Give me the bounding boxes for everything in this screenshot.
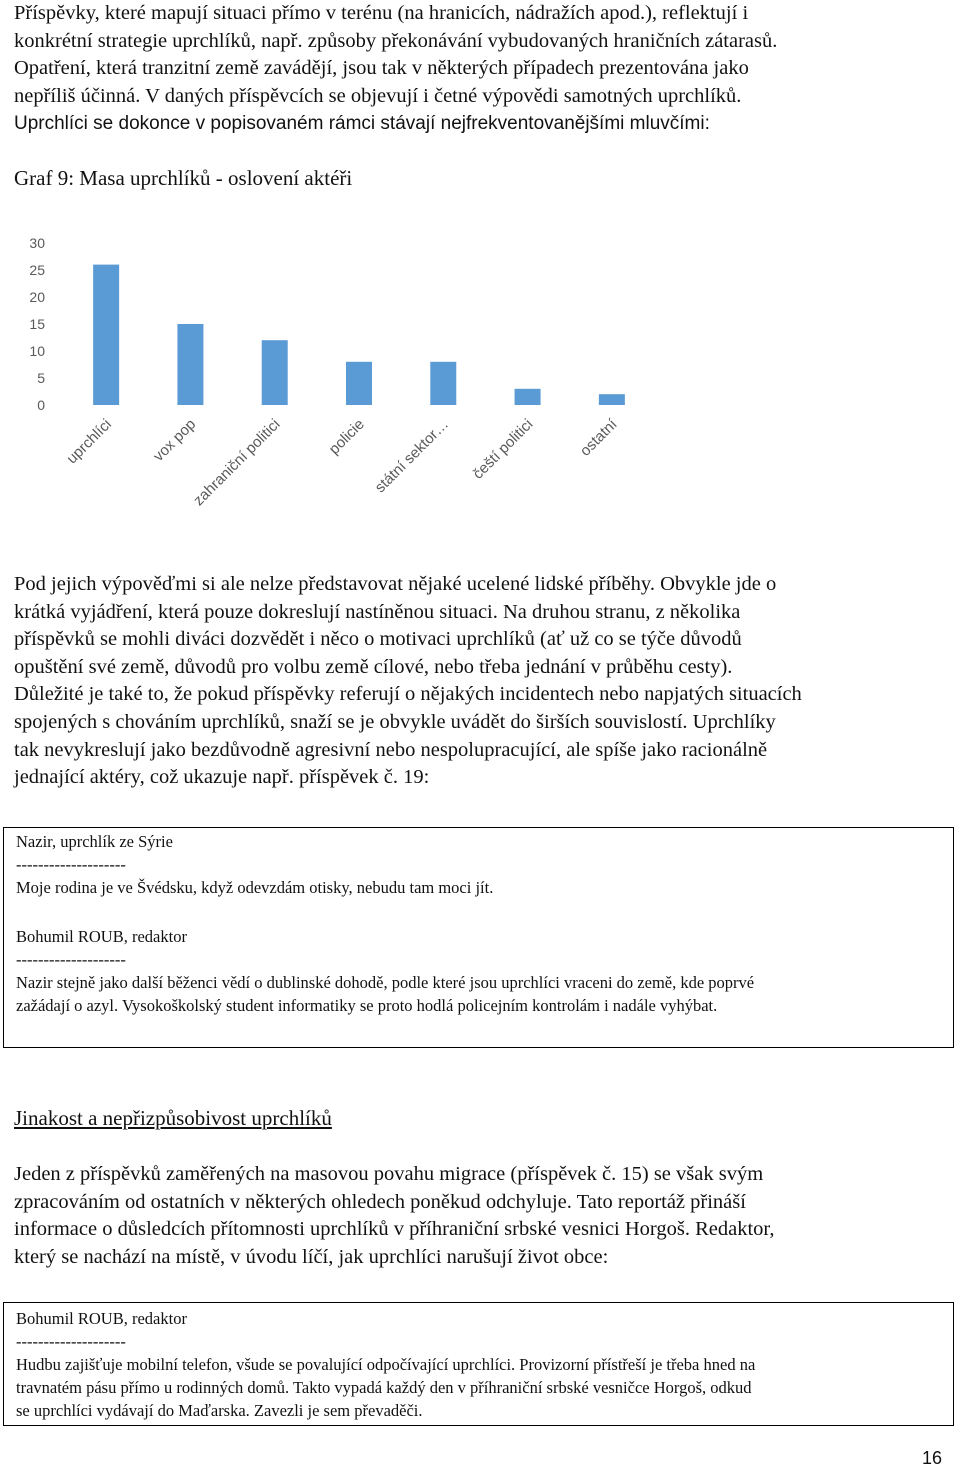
x-category-label: vox pop [150, 415, 200, 465]
speaker-label: Bohumil ROUB, redaktor [16, 1309, 187, 1328]
bar-6 [515, 389, 541, 405]
text-line: nepříliš účinná. V daných příspěvcích se objevují i četné výpovědi samotných uprchlíků. [14, 84, 742, 107]
quote-text: Nazir stejně jako další běženci vědí o dublinské dohodě, podle které jsou uprchlíci vraceni do země, kde poprvé [16, 973, 755, 992]
section-paragraph [14, 1161, 944, 1271]
separator: -------------------- [16, 855, 126, 874]
quote-text: Moje rodina je ve Švédsku, když odevzdám otisky, nebudu tam moci jít. [16, 878, 494, 897]
x-category-label: zahraniční politici [190, 415, 284, 510]
x-category-label: čeští politici [469, 415, 537, 483]
separator: -------------------- [16, 1332, 126, 1351]
x-category-label: uprchlíci [63, 415, 115, 468]
x-category-label: policie [325, 415, 368, 458]
text-line: tak nevykreslují jako bezdůvodně agresivní nebo nespolupracující, ale spíše jako racionálně [14, 738, 768, 761]
bar-1 [93, 265, 119, 405]
text-line: Uprchlíci se dokonce v popisovaném rámci stávají nejfrekventovanějšími mluvčími: [14, 113, 710, 135]
bar-3 [262, 340, 288, 405]
speaker-label: Bohumil ROUB, redaktor [16, 927, 187, 946]
text-line: Opatření, která tranzitní země zavádějí, jsou tak v některých případech prezentována jako [14, 57, 749, 80]
text-line: informace o důsledcích přítomnosti uprchlíků v příhraniční srbské vesnici Horgoš. Redaktor, [14, 1218, 775, 1241]
quote-text: se uprchlíci vydávají do Maďarska. Zavezli je sem převaděči. [16, 1401, 423, 1420]
intro-paragraph [14, 0, 944, 138]
text-line: Důležité je také to, že pokud příspěvky referují o nějakých incidentech nebo napjatých situacích [14, 683, 802, 706]
quote-text: Hudbu zajišťuje mobilní telefon, všude se povalující odpočívající uprchlíci. Provizorní přístřeší je třeba hned na [16, 1355, 756, 1374]
transcript-box-19 [3, 827, 954, 1048]
y-tick-label: 25 [29, 262, 45, 278]
analysis-paragraph [14, 571, 944, 792]
text-line: příspěvků se mohli diváci dozvědět i něco o motivaci uprchlíků (ať už co se týče důvodů [14, 628, 742, 651]
y-tick-label: 20 [29, 289, 45, 305]
chart-title: Graf 9: Masa uprchlíků - oslovení aktéři [14, 166, 353, 190]
bar-7 [599, 394, 625, 405]
text-line: zpracováním od ostatních v některých ohledech poněkud odchyluje. Tato reportáž přináší [14, 1190, 746, 1213]
y-tick-label: 15 [29, 316, 45, 332]
text-line: Příspěvky, které mapují situaci přímo v terénu (na hranicích, nádražích apod.), reflektují i [14, 2, 749, 24]
page-number: 16 [921, 1448, 942, 1468]
text-line: který se nachází na místě, v úvodu líčí, jak uprchlíci narušují život obce: [14, 1245, 609, 1268]
x-category-label: ostatní [576, 415, 621, 460]
text-line: jednající aktéry, což ukazuje např. příspěvek č. 19: [14, 766, 430, 789]
y-tick-label: 5 [37, 370, 45, 386]
bar-5 [430, 362, 456, 405]
text-line: spojených s chováním uprchlíků, snaží se je obvykle uvádět do širších souvislostí. Uprchlíky [14, 710, 776, 733]
transcript-box-15 [3, 1302, 954, 1426]
text-line: Pod jejich výpověďmi si ale nelze představovat nějaké ucelené lidské příběhy. Obvykle jde o [14, 573, 777, 595]
text-line: opuštění své země, důvodů pro volbu země cílové, nebo třeba jednání v průběhu cesty). [14, 655, 733, 678]
bar-2 [177, 324, 203, 405]
quote-text: travnatém pásu přímo u rodinných domů. Takto vypadá každý den v příhraniční srbské vesničce Horgoš, odkud [16, 1378, 752, 1397]
separator: -------------------- [16, 950, 126, 969]
y-tick-label: 10 [29, 343, 45, 359]
text-line: konkrétní strategie uprchlíků, např. způsoby překonávání vybudovaných hraničních zátarasů. [14, 29, 778, 52]
x-category-label: státní sektor… [371, 415, 453, 497]
bar-4 [346, 362, 372, 405]
quote-text: zažádají o azyl. Vysokoškolský student informatiky se proto hodlá policejním kontrolám i nadále vyhýbat. [16, 996, 718, 1015]
section-heading: Jinakost a nepřizpůsobivost uprchlíků [14, 1106, 332, 1130]
y-tick-label: 30 [29, 235, 45, 251]
text-line: krátká vyjádření, která pouze dokreslují nastíněnou situaci. Na druhou stranu, z několika [14, 600, 741, 623]
bar-chart [0, 225, 680, 555]
y-tick-label: 0 [37, 397, 45, 413]
text-line: Jeden z příspěvků zaměřených na masovou povahu migrace (příspěvek č. 15) se však svým [14, 1163, 764, 1185]
speaker-label: Nazir, uprchlík ze Sýrie [16, 832, 173, 851]
